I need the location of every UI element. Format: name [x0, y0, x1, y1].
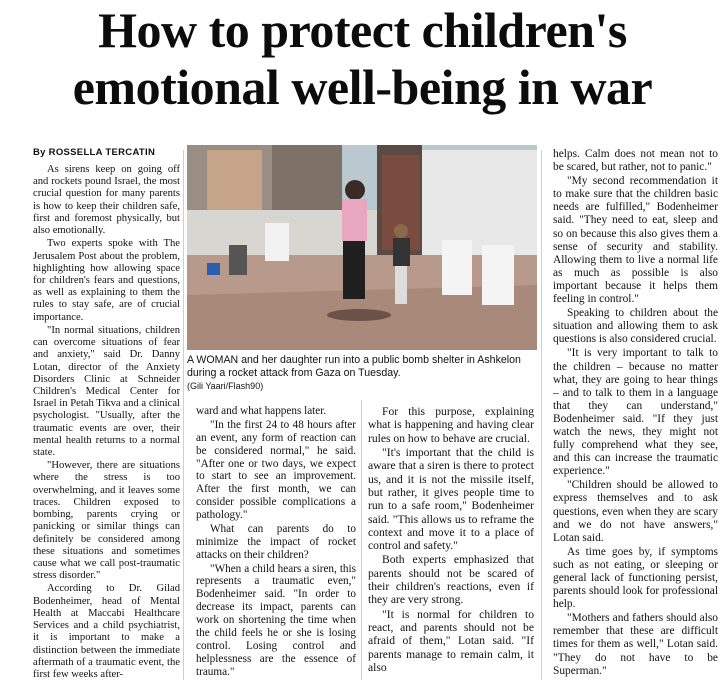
paragraph: Two experts spoke with The Jerusalem Post about the problem, highlighting how allowing space for children's fears and questions, as well as explaining to them the rules to stay safe, are of crucial importance.: [33, 238, 180, 323]
paragraph: According to Dr. Gilad Bodenheimer, head of Mental Health at Maccabi Healthcare Services and a child psychiatrist, it is important to make a distinction between the immediate aftermath of a traumatic event, the first few weeks after-: [33, 583, 180, 680]
news-photo: [187, 145, 537, 350]
article-column-4: [553, 148, 718, 679]
article-column-3: [368, 405, 534, 675]
paragraph: "It's important that the child is aware that a siren is there to protect us, and it is not the missile itself, but rather, it gives people time to run to a safe room," Bodenheimer said. "This allows us to reframe the context and move it to a place of control and safety.": [368, 445, 534, 553]
article-column-1: [33, 164, 180, 682]
headline-line-2: emotional well-being in war: [72, 59, 653, 115]
headline: [0, 2, 725, 116]
headline-line-1: How to protect children's: [98, 2, 627, 58]
paragraph-continued: helps. Calm does not mean not to be scared, but rather, not to panic.": [553, 148, 718, 174]
column-divider: [183, 150, 184, 680]
photo-caption: [187, 354, 537, 393]
paragraph: What can parents do to minimize the impact of rocket attacks on their children?: [196, 522, 356, 561]
photo-credit: (Gili Yaari/Flash90): [187, 381, 264, 391]
byline: By ROSSELLA TERCATIN: [33, 147, 156, 158]
paragraph: "In the first 24 to 48 hours after an event, any form of reaction can be considered normal," he said. "After one or two days, we expect to start to see an improvement. After the first month, we can consider possible complications a pathology.": [196, 418, 356, 521]
column-divider: [361, 400, 362, 680]
paragraph-continued: ward and what happens later.: [196, 405, 327, 417]
paragraph: "It is very important to talk to the children – because no matter what, they are going to hear things – and to talk to them in a language that they can understand," Bodenheimer said. "If they just watch the news, they might not fully comprehend what they see, and this can increase the traumatic experience.": [553, 347, 718, 478]
paragraph: As sirens keep on going off and rockets pound Israel, the most crucial question for many parents is how to keep their children safe, first and foremost physically, but also emotionally.: [33, 164, 180, 237]
article-column-2: [196, 405, 356, 679]
paragraph: Both experts emphasized that parents should not be scared of their children's reactions, even if they are very strong.: [368, 553, 534, 607]
paragraph: As time goes by, if symptoms such as not eating, or sleeping or general lack of functioning persist, parents should look for professional help.: [553, 545, 718, 611]
caption-text: A WOMAN and her daughter run into a public bomb shelter in Ashkelon during a rocket attack from Gaza on Tuesday.: [187, 354, 521, 379]
bomb-shelter-photo: [187, 145, 537, 350]
paragraph: For this purpose, explaining what is happening and having clear rules on how to behave are crucial.: [368, 405, 534, 445]
paragraph: "In normal situations, children can overcome situations of fear and anxiety," said Dr. Danny Lotan, director of the Anxiety Disorders Clinic at Schneider Children's Medical Center for Israel in Petah Tikva and a clinical psychologist. "Usually, after the traumatic events are over, their mental health returns to a normal state.: [33, 324, 180, 459]
paragraph: "Mothers and fathers should also remember that these are difficult times for them as well," Lotan said. "They do not have to be Superman.": [553, 612, 718, 677]
paragraph: "However, there are situations where the stress is too overwhelming, and it leaves some traces. Children exposed to bombing, parents crying or panicking or similar things can definitely be considered among these situations and sometimes cause what we call post-traumatic stress disorder.": [33, 460, 180, 582]
column-divider: [541, 150, 542, 680]
paragraph: "When a child hears a siren, this represents a traumatic even," Bodenheimer said. "In order to decrease its impact, parents can work on shortening the time when the child feels he or she is losing control. Losing control and helplessness are the essence of trauma.": [196, 562, 356, 678]
paragraph: "Children should be allowed to express themselves and to ask questions, even when they are scary and we do not have answers," Lotan said.: [553, 479, 718, 544]
paragraph: Speaking to children about the situation and allowing them to ask questions is also considered crucial.: [553, 307, 718, 346]
paragraph: "It is normal for children to react, and parents should not be afraid of them," Lotan said. "If parents manage to remain calm, it also: [368, 607, 534, 674]
paragraph: "My second recommendation it to make sure that the children basic needs are fulfilled," Bodenheimer said. "They need to eat, sleep and so on because this also gives them a sense of security and stability. Allowing them to live a normal life as much as possible is also important because it helps them feeling in control.": [553, 175, 718, 306]
